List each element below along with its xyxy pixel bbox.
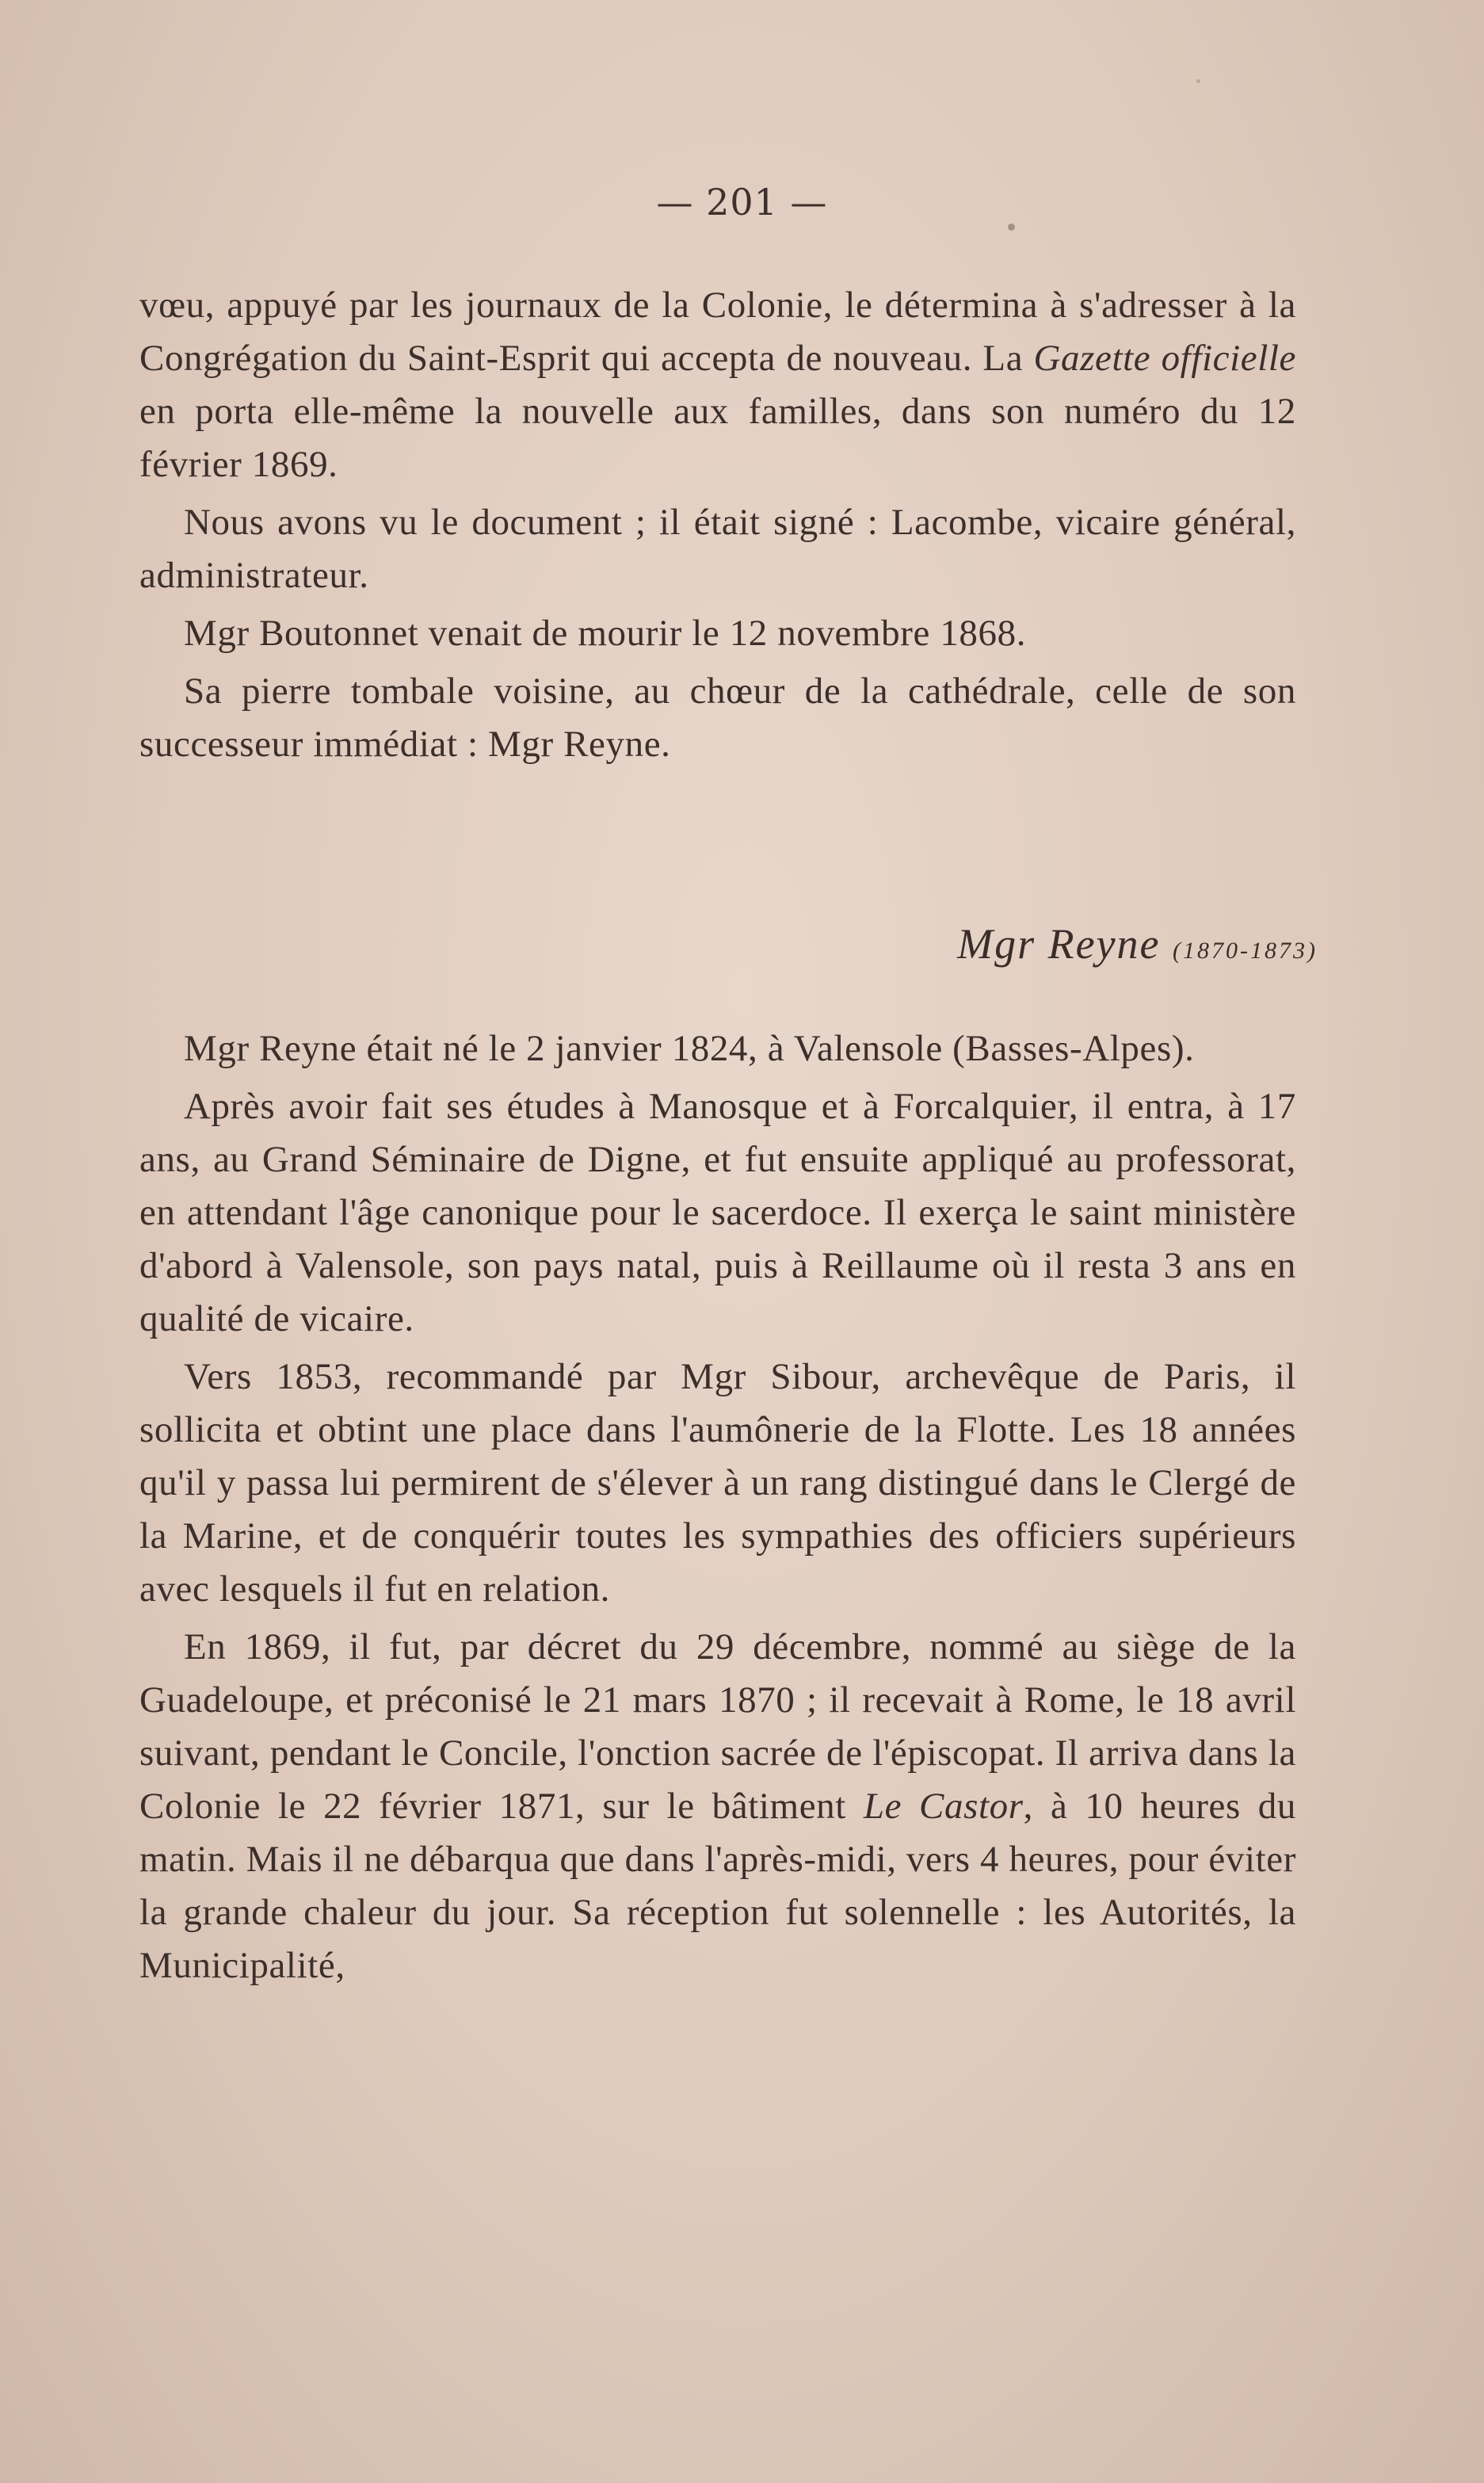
paper-speck — [1008, 223, 1015, 231]
paragraph: Sa pierre tombale voisine, au chœur de la cathédrale, celle de son successeur immédiat : Mgr Reyne. — [139, 670, 1296, 765]
section-heading — [957, 919, 1318, 968]
paragraph: Après avoir fait ses études à Manosque et à Forcalquier, il entra, à 17 ans, au Grand Séminaire de Digne, et fut ensuite appliqué au professorat, en attendant l'âge canonique pour le sacerdoce. Il exerça le saint ministère d'abord à Valensole, son pays natal, puis à Reillaume où il resta 3 ans en qualité de vicaire. — [139, 1086, 1296, 1339]
heading-dates: (1870-1873) — [1173, 938, 1318, 964]
paragraph: En 1869, il fut, par décret du 29 décembre, nommé au siège de la Guadeloupe, et préconisé le 21 mars 1870 ; il recevait à Rome, le 18 avril suivant, pendant le Concile, l'onction sacrée de l'épiscopat. Il arriva dans la Colonie le 22 février 1871, sur le bâtiment Le Castor, à 10 heures du matin. Mais il ne débarqua que dans l'après-midi, vers 4 heures, pour éviter la grande chaleur du jour. Sa réception fut solennelle : les Autorités, la Municipalité, — [139, 1626, 1297, 1986]
paragraph: Mgr Boutonnet venait de mourir le 12 novembre 1868. — [184, 613, 1027, 654]
paragraph: vœu, appuyé par les journaux de la Colonie, le détermina à s'adresser à la Congrégation du Saint-Esprit qui accepta de nouveau. La Gazette officielle en porta elle-même la nouvelle aux familles, dans son numéro du 12 février 1869. — [139, 285, 1296, 485]
paragraph: Vers 1853, recommandé par Mgr Sibour, archevêque de Paris, il sollicita et obtint une place dans l'aumônerie de la Flotte. Les 18 années qu'il y passa lui permirent de s'élever à un rang distingué dans le Clergé de la Marine, et de conquérir toutes les sympathies des officiers supérieurs avec lesquels il fut en relation. — [139, 1356, 1296, 1610]
heading-title: Mgr Reyne — [957, 920, 1161, 968]
paragraph: Mgr Reyne était né le 2 janvier 1824, à Valensole (Basses-Alpes). — [184, 1028, 1195, 1069]
paper-speck — [1196, 79, 1200, 83]
text-block-bottom — [139, 1022, 1296, 1992]
paragraph: Nous avons vu le document ; il était signé : Lacombe, vicaire général, administrateur. — [139, 502, 1296, 596]
page-number: — 201 — — [656, 181, 828, 223]
text-block-top — [139, 279, 1296, 771]
